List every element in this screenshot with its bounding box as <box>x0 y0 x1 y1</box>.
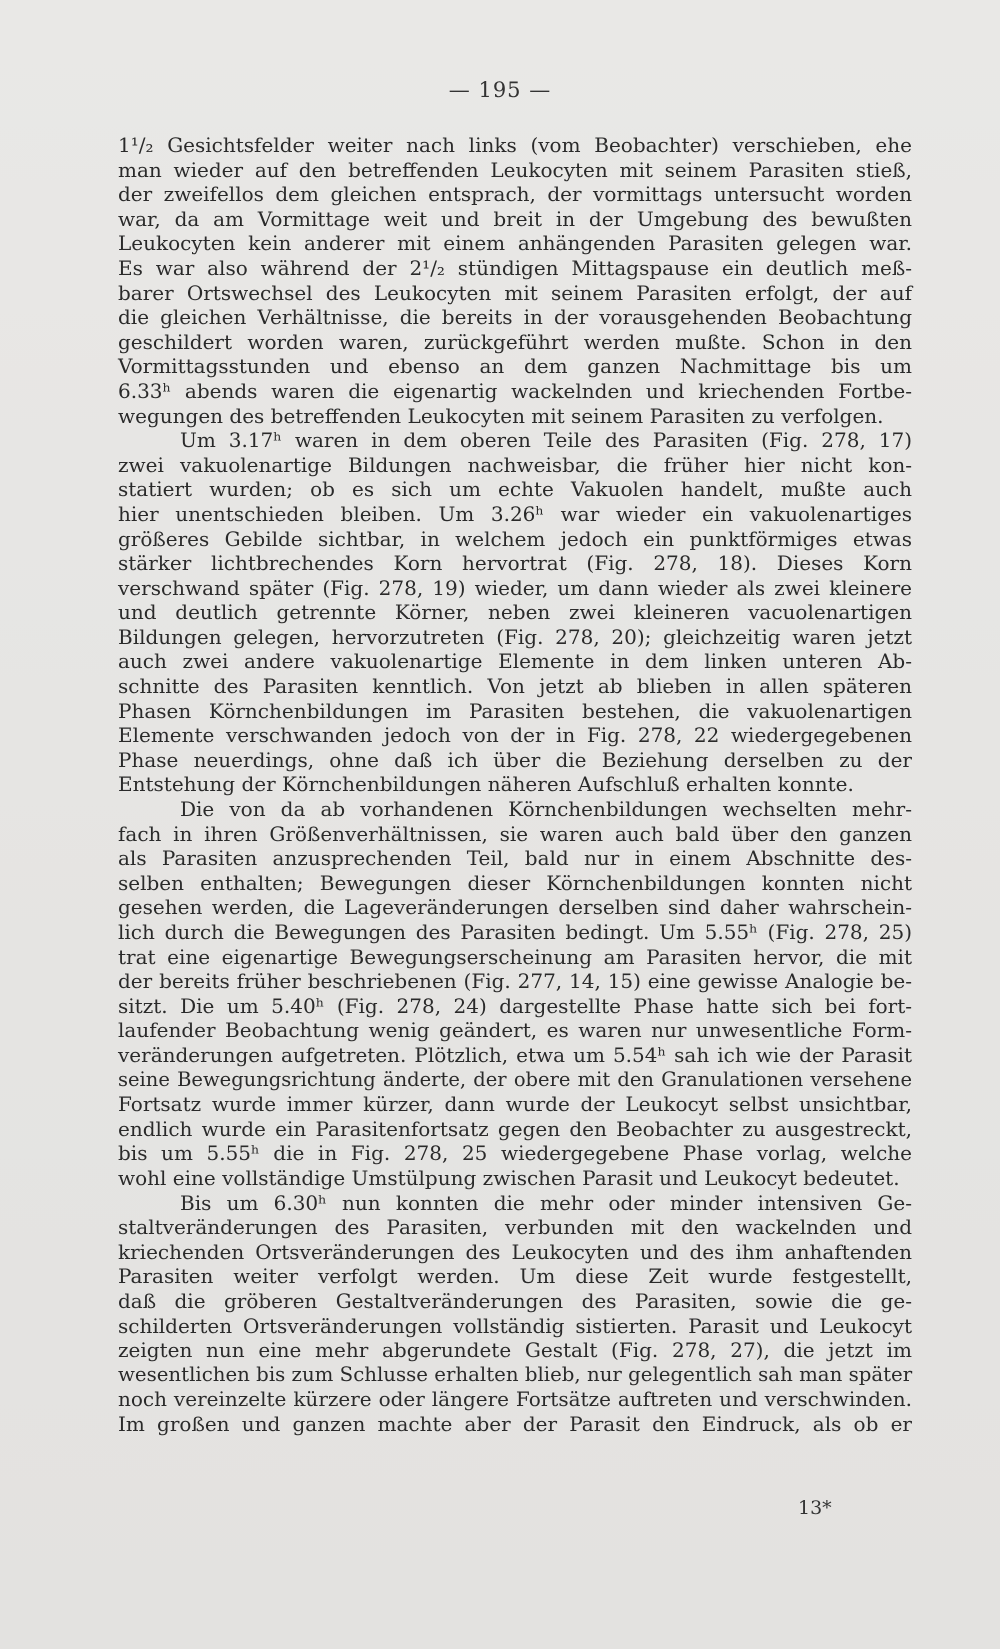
text-line: die gleichen Verhältnisse, die bereits in der vorausgehenden Beobachtung <box>118 305 912 330</box>
text-line: Elemente verschwanden jedoch von der in Fig. 278, 22 wiedergegebenen <box>118 723 912 748</box>
text-line: Phasen Körnchenbildungen im Parasiten bestehen, die vakuolenartigen <box>118 698 912 723</box>
text-line: Bildungen gelegen, hervorzutreten (Fig. 278, 20); gleichzeitig waren jetzt <box>118 624 912 649</box>
text-line: geschildert worden waren, zurückgeführt werden mußte. Schon in den <box>118 329 912 354</box>
text-line: Im großen und ganzen machte aber der Parasit den Eindruck, als ob er <box>118 1411 912 1436</box>
text-line: verschwand später (Fig. 278, 19) wieder, um dann wieder als zwei kleinere <box>118 575 912 600</box>
text-line: trat eine eigenartige Bewegungserscheinung am Parasiten hervor, die mit <box>118 944 912 969</box>
text-line: und deutlich getrennte Körner, neben zwei kleineren vacuolenartigen <box>118 600 912 625</box>
text-line: stärker lichtbrechendes Korn hervortrat (Fig. 278, 18). Dieses Korn <box>118 551 912 576</box>
text-line: Parasiten weiter verfolgt werden. Um diese Zeit wurde festgestellt, <box>118 1264 912 1289</box>
text-line: zeigten nun eine mehr abgerundete Gestalt (Fig. 278, 27), die jetzt im <box>118 1338 912 1363</box>
text-line: war, da am Vormittage weit und breit in der Umgebung des bewußten <box>118 206 912 231</box>
text-line: Es war also während der 2¹/₂ stündigen Mittagspause ein deutlich meß- <box>118 255 912 280</box>
text-line: der zweifellos dem gleichen entsprach, der vormittags untersucht worden <box>118 182 912 207</box>
text-line: man wieder auf den betreffenden Leukocyten mit seinem Parasiten stieß, <box>118 157 912 182</box>
text-line: schilderten Ortsveränderungen vollständig sistierten. Parasit und Leukocyt <box>118 1313 912 1338</box>
text-line: Vormittagsstunden und ebenso an dem ganzen Nachmittage bis um <box>118 354 912 379</box>
text-line: gesehen werden, die Lageveränderungen derselben sind daher wahrschein- <box>118 895 912 920</box>
text-line: staltveränderungen des Parasiten, verbunden mit den wackelnden und <box>118 1215 912 1240</box>
text-line: Phase neuerdings, ohne daß ich über die Beziehung derselben zu der <box>118 747 912 772</box>
text-line: Fortsatz wurde immer kürzer, dann wurde der Leukocyt selbst unsichtbar, <box>118 1092 912 1117</box>
text-line: statiert wurden; ob es sich um echte Vakuolen handelt, mußte auch <box>118 477 912 502</box>
text-line: barer Ortswechsel des Leukocyten mit seinem Parasiten erfolgt, der auf <box>118 280 912 305</box>
text-line: Leukocyten kein anderer mit einem anhängenden Parasiten gelegen war. <box>118 231 912 256</box>
text-line: Entstehung der Körnchenbildungen näheren Aufschluß erhalten konnte. <box>118 772 854 797</box>
text-line: schnitte des Parasiten kenntlich. Von jetzt ab blieben in allen späteren <box>118 674 912 699</box>
signature-mark: 13* <box>798 1497 832 1519</box>
text-line: auch zwei andere vakuolenartige Elemente in dem linken unteren Ab- <box>118 649 912 674</box>
text-line: der bereits früher beschriebenen (Fig. 277, 14, 15) eine gewisse Analogie be- <box>118 969 912 994</box>
text-line: lich durch die Bewegungen des Parasiten bedingt. Um 5.55ʰ (Fig. 278, 25) <box>118 920 912 944</box>
text-line: wohl eine vollständige Umstülpung zwischen Parasit und Leukocyt bedeutet. <box>118 1165 900 1190</box>
text-line: wegungen des betreffenden Leukocyten mit seinem Parasiten zu verfolgen. <box>118 403 884 428</box>
text-line: sitzt. Die um 5.40ʰ (Fig. 278, 24) dargestellte Phase hatte sich bei fort- <box>118 993 912 1018</box>
text-line: veränderungen aufgetreten. Plötzlich, etwa um 5.54ʰ sah ich wie der Parasit <box>118 1042 912 1067</box>
text-line: laufender Beobachtung wenig geändert, es waren nur unwesentliche Form- <box>118 1018 912 1043</box>
page-number: — 195 — <box>448 78 552 102</box>
text-line: 1¹/₂ Gesichtsfelder weiter nach links (vom Beobachter) verschieben, ehe <box>118 133 912 157</box>
text-line: kriechenden Ortsveränderungen des Leukocyten und des ihm anhaftenden <box>118 1239 912 1264</box>
text-line: noch vereinzelte kürzere oder längere Fortsätze auftreten und verschwinden. <box>118 1387 912 1412</box>
text-line: fach in ihren Größenverhältnissen, sie waren auch bald über den ganzen <box>118 821 912 846</box>
text-line: bis um 5.55ʰ die in Fig. 278, 25 wiedergegebene Phase vorlag, welche <box>118 1141 912 1166</box>
body-text <box>118 133 912 1436</box>
text-line: Die von da ab vorhandenen Körnchenbildungen wechselten mehr- <box>180 797 912 822</box>
text-line: endlich wurde ein Parasitenfortsatz gegen den Beobachter zu ausgestreckt, <box>118 1116 912 1141</box>
text-line: Um 3.17ʰ waren in dem oberen Teile des Parasiten (Fig. 278, 17) <box>180 428 912 453</box>
text-line: wesentlichen bis zum Schlusse erhalten blieb, nur gelegentlich sah man später <box>118 1362 913 1386</box>
text-line: Bis um 6.30ʰ nun konnten die mehr oder minder intensiven Ge- <box>180 1190 912 1215</box>
text-line: daß die gröberen Gestaltveränderungen des Parasiten, sowie die ge- <box>118 1288 912 1313</box>
text-line: größeres Gebilde sichtbar, in welchem jedoch ein punktförmiges etwas <box>118 526 912 551</box>
text-line: seine Bewegungsrichtung änderte, der obere mit den Granulationen versehene <box>118 1067 912 1091</box>
text-line: selben enthalten; Bewegungen dieser Körnchenbildungen konnten nicht <box>118 870 912 895</box>
text-line: hier unentschieden bleiben. Um 3.26ʰ war wieder ein vakuolenartiges <box>118 501 912 526</box>
text-line: als Parasiten anzusprechenden Teil, bald nur in einem Abschnitte des- <box>118 846 912 871</box>
text-line: 6.33ʰ abends waren die eigenartig wackelnden und kriechenden Fortbe- <box>118 378 912 403</box>
text-line: zwei vakuolenartige Bildungen nachweisbar, die früher hier nicht kon- <box>118 452 912 477</box>
